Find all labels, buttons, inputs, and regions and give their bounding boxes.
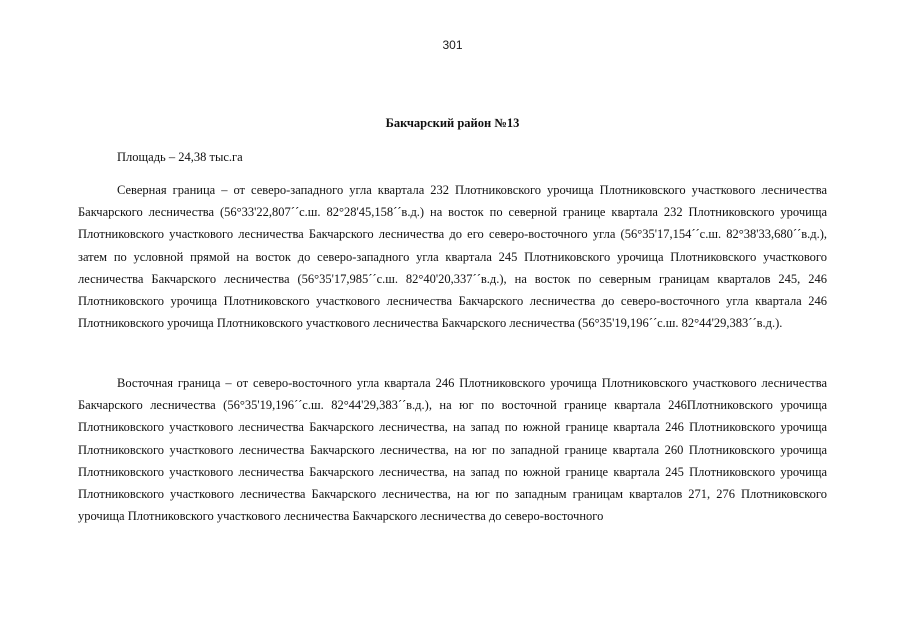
document-title: Бакчарский район №13 xyxy=(385,116,520,130)
area-statement: Площадь – 24,38 тыс.га xyxy=(117,150,243,164)
page-number: 301 xyxy=(442,38,463,52)
north-boundary-paragraph: Северная граница – от северо-западного угла квартала 232 Плотниковского урочища Плотниковского участкового лесничества Бакчарского лесничества (56°33'22,807´´с.ш. 82°28'45,158´´в.д.) на восток по северной границе квартала 232 Плотниковского урочища Плотниковского участкового лесничества Бакчарского лесничества до его северо-восточного угла (56°35'17,154´´с.ш. 82°38'33,680´´в.д.), затем по условной прямой на восток до северо-западного угла квартала 245 Плотниковского урочища Плотниковского участкового лесничества Бакчарского лесничества (56°35'17,985´´с.ш. 82°40'20,337´´в.д.), на восток по северным границам кварталов 245, 246 Плотниковского урочища Плотниковского участкового лесничества Бакчарского лесничества до северо-восточного угла квартала 246 Плотниковского урочища Плотниковского участкового лесничества Бакчарского лесничества (56°35'19,196´´с.ш. 82°44'29,383´´в.д.). xyxy=(78,183,827,331)
east-boundary-paragraph: Восточная граница – от северо-восточного угла квартала 246 Плотниковского урочища Плотниковского участкового лесничества Бакчарского лесничества (56°35'19,196´´с.ш. 82°44'29,383´´в.д.), на юг по восточной границе квартала 246Плотниковского урочища Плотниковского участкового лесничества Бакчарского лесничества, на запад по южной границе квартала 246 Плотниковского урочища Плотниковского участкового лесничества Бакчарского лесничества, на юг по западной границе квартала 260 Плотниковского урочища Плотниковского участкового лесничества Бакчарского лесничества, на запад по южной границе квартала 245 Плотниковского урочища Плотниковского участкового лесничества Бакчарского лесничества, на юг по западным границам кварталов 271, 276 Плотниковского урочища Плотниковского участкового лесничества Бакчарского лесничества до северо-восточного xyxy=(78,376,827,524)
